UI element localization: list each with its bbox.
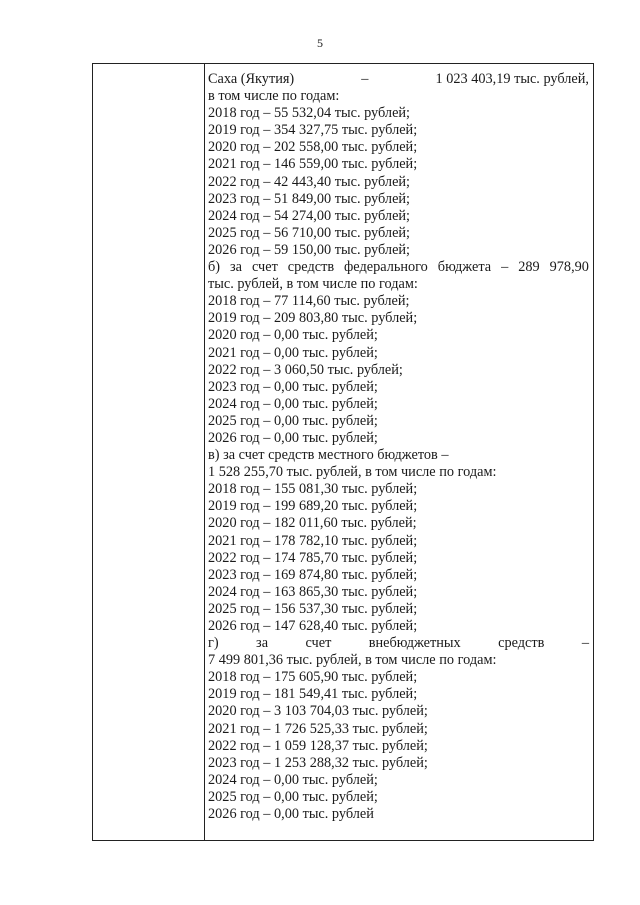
text-line: 7 499 801,36 тыс. рублей, в том числе по годам: <box>208 652 497 669</box>
text-line: 2026 год – 0,00 тыс. рублей; <box>208 429 378 446</box>
text-line: 2018 год – 55 532,04 тыс. рублей; <box>208 105 411 122</box>
justified-word: 289 <box>518 259 540 276</box>
text-line: 2018 год – 77 114,60 тыс. рублей; <box>208 293 410 310</box>
text-line: 2019 год – 181 549,41 тыс. рублей; <box>208 686 418 703</box>
text-line: 2021 год – 1 726 525,33 тыс. рублей; <box>208 720 428 737</box>
text-line: 2026 год – 0,00 тыс. рублей <box>208 806 374 823</box>
text-line: 2018 год – 155 081,30 тыс. рублей; <box>208 481 418 498</box>
text-line: 2021 год – 146 559,00 тыс. рублей; <box>208 156 418 173</box>
extrabudget-lines <box>208 652 589 823</box>
region-total: 1 023 403,19 тыс. рублей, <box>435 71 589 87</box>
justified-word: за <box>230 259 243 276</box>
text-line: 2020 год – 3 103 704,03 тыс. рублей; <box>208 703 428 720</box>
text-line: 2019 год – 209 803,80 тыс. рублей; <box>208 310 418 327</box>
text-line: 2018 год – 175 605,90 тыс. рублей; <box>208 669 418 686</box>
text-line: 2025 год – 0,00 тыс. рублей; <box>208 412 378 429</box>
text-line: в том числе по годам: <box>208 88 340 105</box>
justified-word: – <box>501 259 509 276</box>
text-line: 2020 год – 202 558,00 тыс. рублей; <box>208 139 418 156</box>
text-line: 2023 год – 51 849,00 тыс. рублей; <box>208 190 411 207</box>
text-line: 2022 год – 174 785,70 тыс. рублей; <box>208 549 418 566</box>
text-line: 2023 год – 0,00 тыс. рублей; <box>208 378 378 395</box>
text-line: 2024 год – 0,00 тыс. рублей; <box>208 395 378 412</box>
justified-word: счет <box>305 635 332 652</box>
text-line: 2022 год – 3 060,50 тыс. рублей; <box>208 361 403 378</box>
text-line: в) за счет средств местного бюджетов – <box>208 447 449 464</box>
document-table <box>92 63 594 841</box>
justified-word: средств <box>287 259 335 276</box>
column-divider <box>204 64 205 840</box>
extrabudget-heading <box>208 635 589 652</box>
justified-word: федерального <box>344 259 428 276</box>
text-line: 2019 год – 354 327,75 тыс. рублей; <box>208 122 418 139</box>
region-name: Саха (Якутия) <box>208 71 295 87</box>
justified-word: б) <box>208 259 221 276</box>
text-line: 2024 год – 54 274,00 тыс. рублей; <box>208 207 411 224</box>
text-line: 2025 год – 0,00 тыс. рублей; <box>208 788 378 805</box>
text-line: 2026 год – 59 150,00 тыс. рублей; <box>208 241 411 258</box>
text-line: 2023 год – 1 253 288,32 тыс. рублей; <box>208 754 428 771</box>
text-line: 2021 год – 0,00 тыс. рублей; <box>208 344 378 361</box>
justified-word: бюджета <box>437 259 492 276</box>
text-line: 2021 год – 178 782,10 тыс. рублей; <box>208 532 418 549</box>
text-line: 2020 год – 0,00 тыс. рублей; <box>208 327 378 344</box>
header-row <box>208 71 589 88</box>
header-dash: – <box>361 71 369 87</box>
text-line: 2023 год – 169 874,80 тыс. рублей; <box>208 566 418 583</box>
justified-word: – <box>581 635 589 652</box>
text-line: 2022 год – 1 059 128,37 тыс. рублей; <box>208 737 428 754</box>
justified-word: 978,90 <box>549 259 589 276</box>
federal-budget-heading <box>208 259 589 276</box>
justified-word: г) <box>208 635 219 652</box>
justified-word: средств <box>498 635 545 652</box>
justified-word: за <box>256 635 269 652</box>
text-line: 2025 год – 56 710,00 тыс. рублей; <box>208 224 411 241</box>
funding-text <box>208 71 589 823</box>
text-line: 1 528 255,70 тыс. рублей, в том числе по годам: <box>208 464 497 481</box>
page-number: 5 <box>317 36 323 50</box>
text-line: 2024 год – 0,00 тыс. рублей; <box>208 771 378 788</box>
justified-word: внебюджетных <box>368 635 461 652</box>
federal-and-local-budget-lines <box>208 276 589 635</box>
text-line: 2019 год – 199 689,20 тыс. рублей; <box>208 498 418 515</box>
text-line: 2026 год – 147 628,40 тыс. рублей; <box>208 618 418 634</box>
text-line: 2024 год – 163 865,30 тыс. рублей; <box>208 583 418 600</box>
text-line: 2020 год – 182 011,60 тыс. рублей; <box>208 515 417 532</box>
justified-word: счет <box>251 259 278 276</box>
text-line: 2025 год – 156 537,30 тыс. рублей; <box>208 600 418 617</box>
text-line: тыс. рублей, в том числе по годам: <box>208 276 418 293</box>
text-line: 2022 год – 42 443,40 тыс. рублей; <box>208 173 411 190</box>
regional-budget-lines <box>208 88 589 259</box>
